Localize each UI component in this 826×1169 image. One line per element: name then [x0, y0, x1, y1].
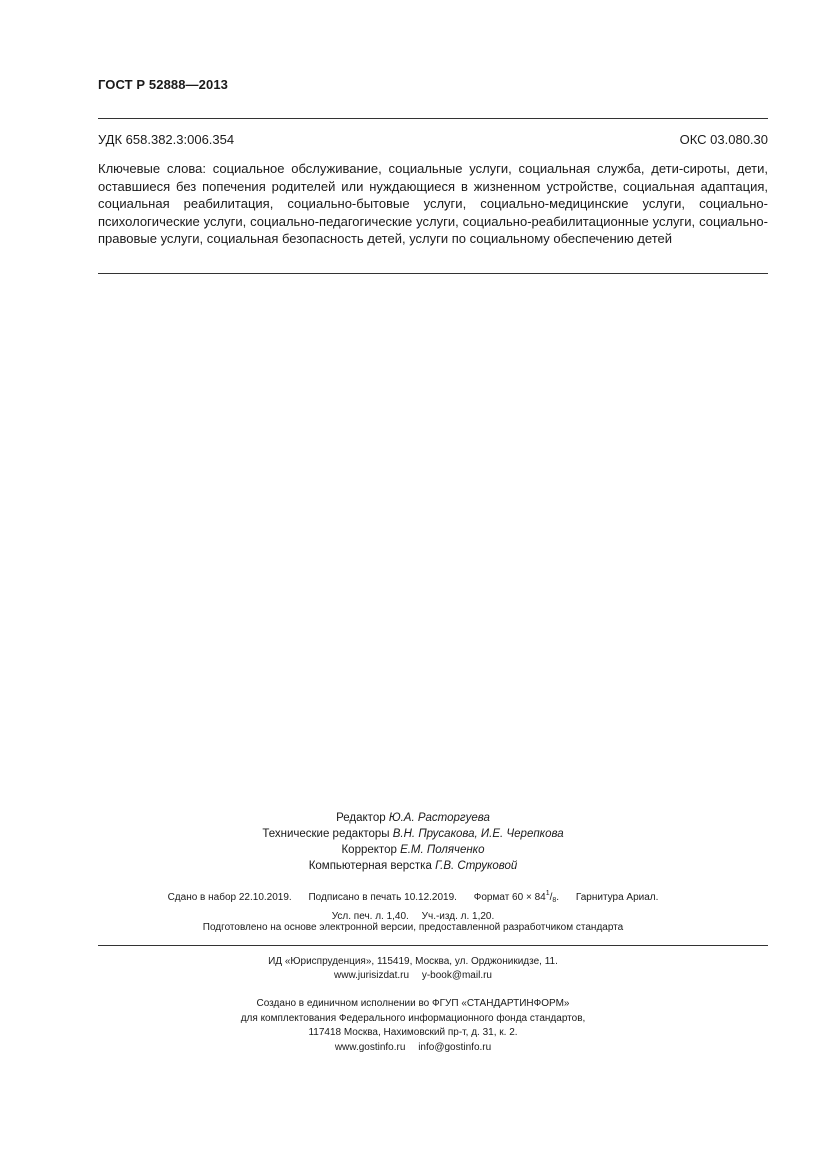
format-prefix: Формат 60 × 84 — [473, 892, 546, 903]
publisher-contacts — [0, 969, 826, 983]
udk-code: УДК 658.382.3:006.354 — [98, 132, 235, 147]
credit-editor-name: Ю.А. Расторгуева — [388, 812, 490, 824]
publisher-block — [0, 955, 826, 983]
print-sheets: Усл. печ. л. 1,40. — [331, 911, 409, 922]
keywords-paragraph: Ключевые слова: социальное обслуживание, социальные услуги, социальная служба, дети-сироты, дети, оставшиеся без попечения родителей или нуждающиеся в жизненном устройстве, социальная адаптация, социальная реабилитация, социально-бытовые услуги, социально-медицинские услуги, социально-психологические услуги, социально-педагогические услуги, социально-реабилитационные услуги, социально-правовые услуги, социальная безопасность детей, услуги по социальному обеспечению детей — [98, 161, 768, 246]
credit-tech-editors — [0, 826, 826, 842]
keywords-divider — [98, 273, 768, 274]
imprint-divider — [98, 945, 768, 946]
publisher-email-link[interactable]: y-book@mail.ru — [421, 970, 492, 981]
format-sup: 1 — [545, 890, 550, 897]
classification-row — [98, 132, 768, 147]
prepared-note: Подготовлено на основе электронной версии, предоставленной разработчиком стандарта — [202, 922, 624, 933]
paper-format — [474, 892, 559, 903]
credit-corrector — [0, 842, 826, 858]
standard-number: ГОСТ Р 52888—2013 — [98, 77, 228, 92]
credit-editor — [0, 810, 826, 826]
credit-corrector-label: Корректор — [341, 844, 397, 856]
credit-layout — [0, 858, 826, 874]
credit-tech-editors-names: В.Н. Прусакова, И.Е. Черепкова — [392, 828, 564, 840]
typeface: Гарнитура Ариал. — [575, 892, 659, 903]
top-divider — [98, 118, 768, 119]
credit-editor-label: Редактор — [336, 812, 386, 824]
creator-line-2: для комплектования Федерального информационного фонда стандартов, — [240, 1012, 586, 1024]
creator-email-link[interactable]: info@gostinfo.ru — [418, 1041, 492, 1053]
creator-block — [0, 997, 826, 1055]
submitted-date: Сдано в набор 22.10.2019. — [167, 892, 292, 903]
print-info-block — [0, 886, 826, 925]
signed-date: Подписано в печать 10.12.2019. — [308, 892, 457, 903]
credit-layout-name: Г.В. Струковой — [435, 860, 518, 872]
creator-website-link[interactable]: www.gostinfo.ru — [334, 1041, 406, 1053]
publication-sheets: Уч.-изд. л. 1,20. — [421, 911, 495, 922]
print-info-line-1 — [0, 886, 826, 909]
credit-corrector-name: Е.М. Поляченко — [400, 844, 485, 856]
credit-layout-label: Компьютерная верстка — [308, 860, 432, 872]
credits-block — [0, 810, 826, 874]
creator-line-1: Создано в единичном исполнении во ФГУП «СТАНДАРТИНФОРМ» — [256, 998, 570, 1009]
creator-contacts — [0, 1041, 826, 1056]
publisher-address: ИД «Юриспруденция», 115419, Москва, ул. Орджоникидзе, 11. — [268, 956, 558, 967]
oks-code: ОКС 03.080.30 — [679, 132, 768, 147]
format-sub: 8 — [552, 897, 557, 904]
credit-tech-editors-label: Технические редакторы — [262, 828, 390, 840]
format-slash: / — [549, 892, 553, 903]
creator-line-3: 117418 Москва, Нахимовский пр-т, д. 31, к. 2. — [308, 1027, 518, 1038]
publisher-website-link[interactable]: www.jurisizdat.ru — [334, 970, 410, 981]
format-end: . — [556, 892, 560, 903]
